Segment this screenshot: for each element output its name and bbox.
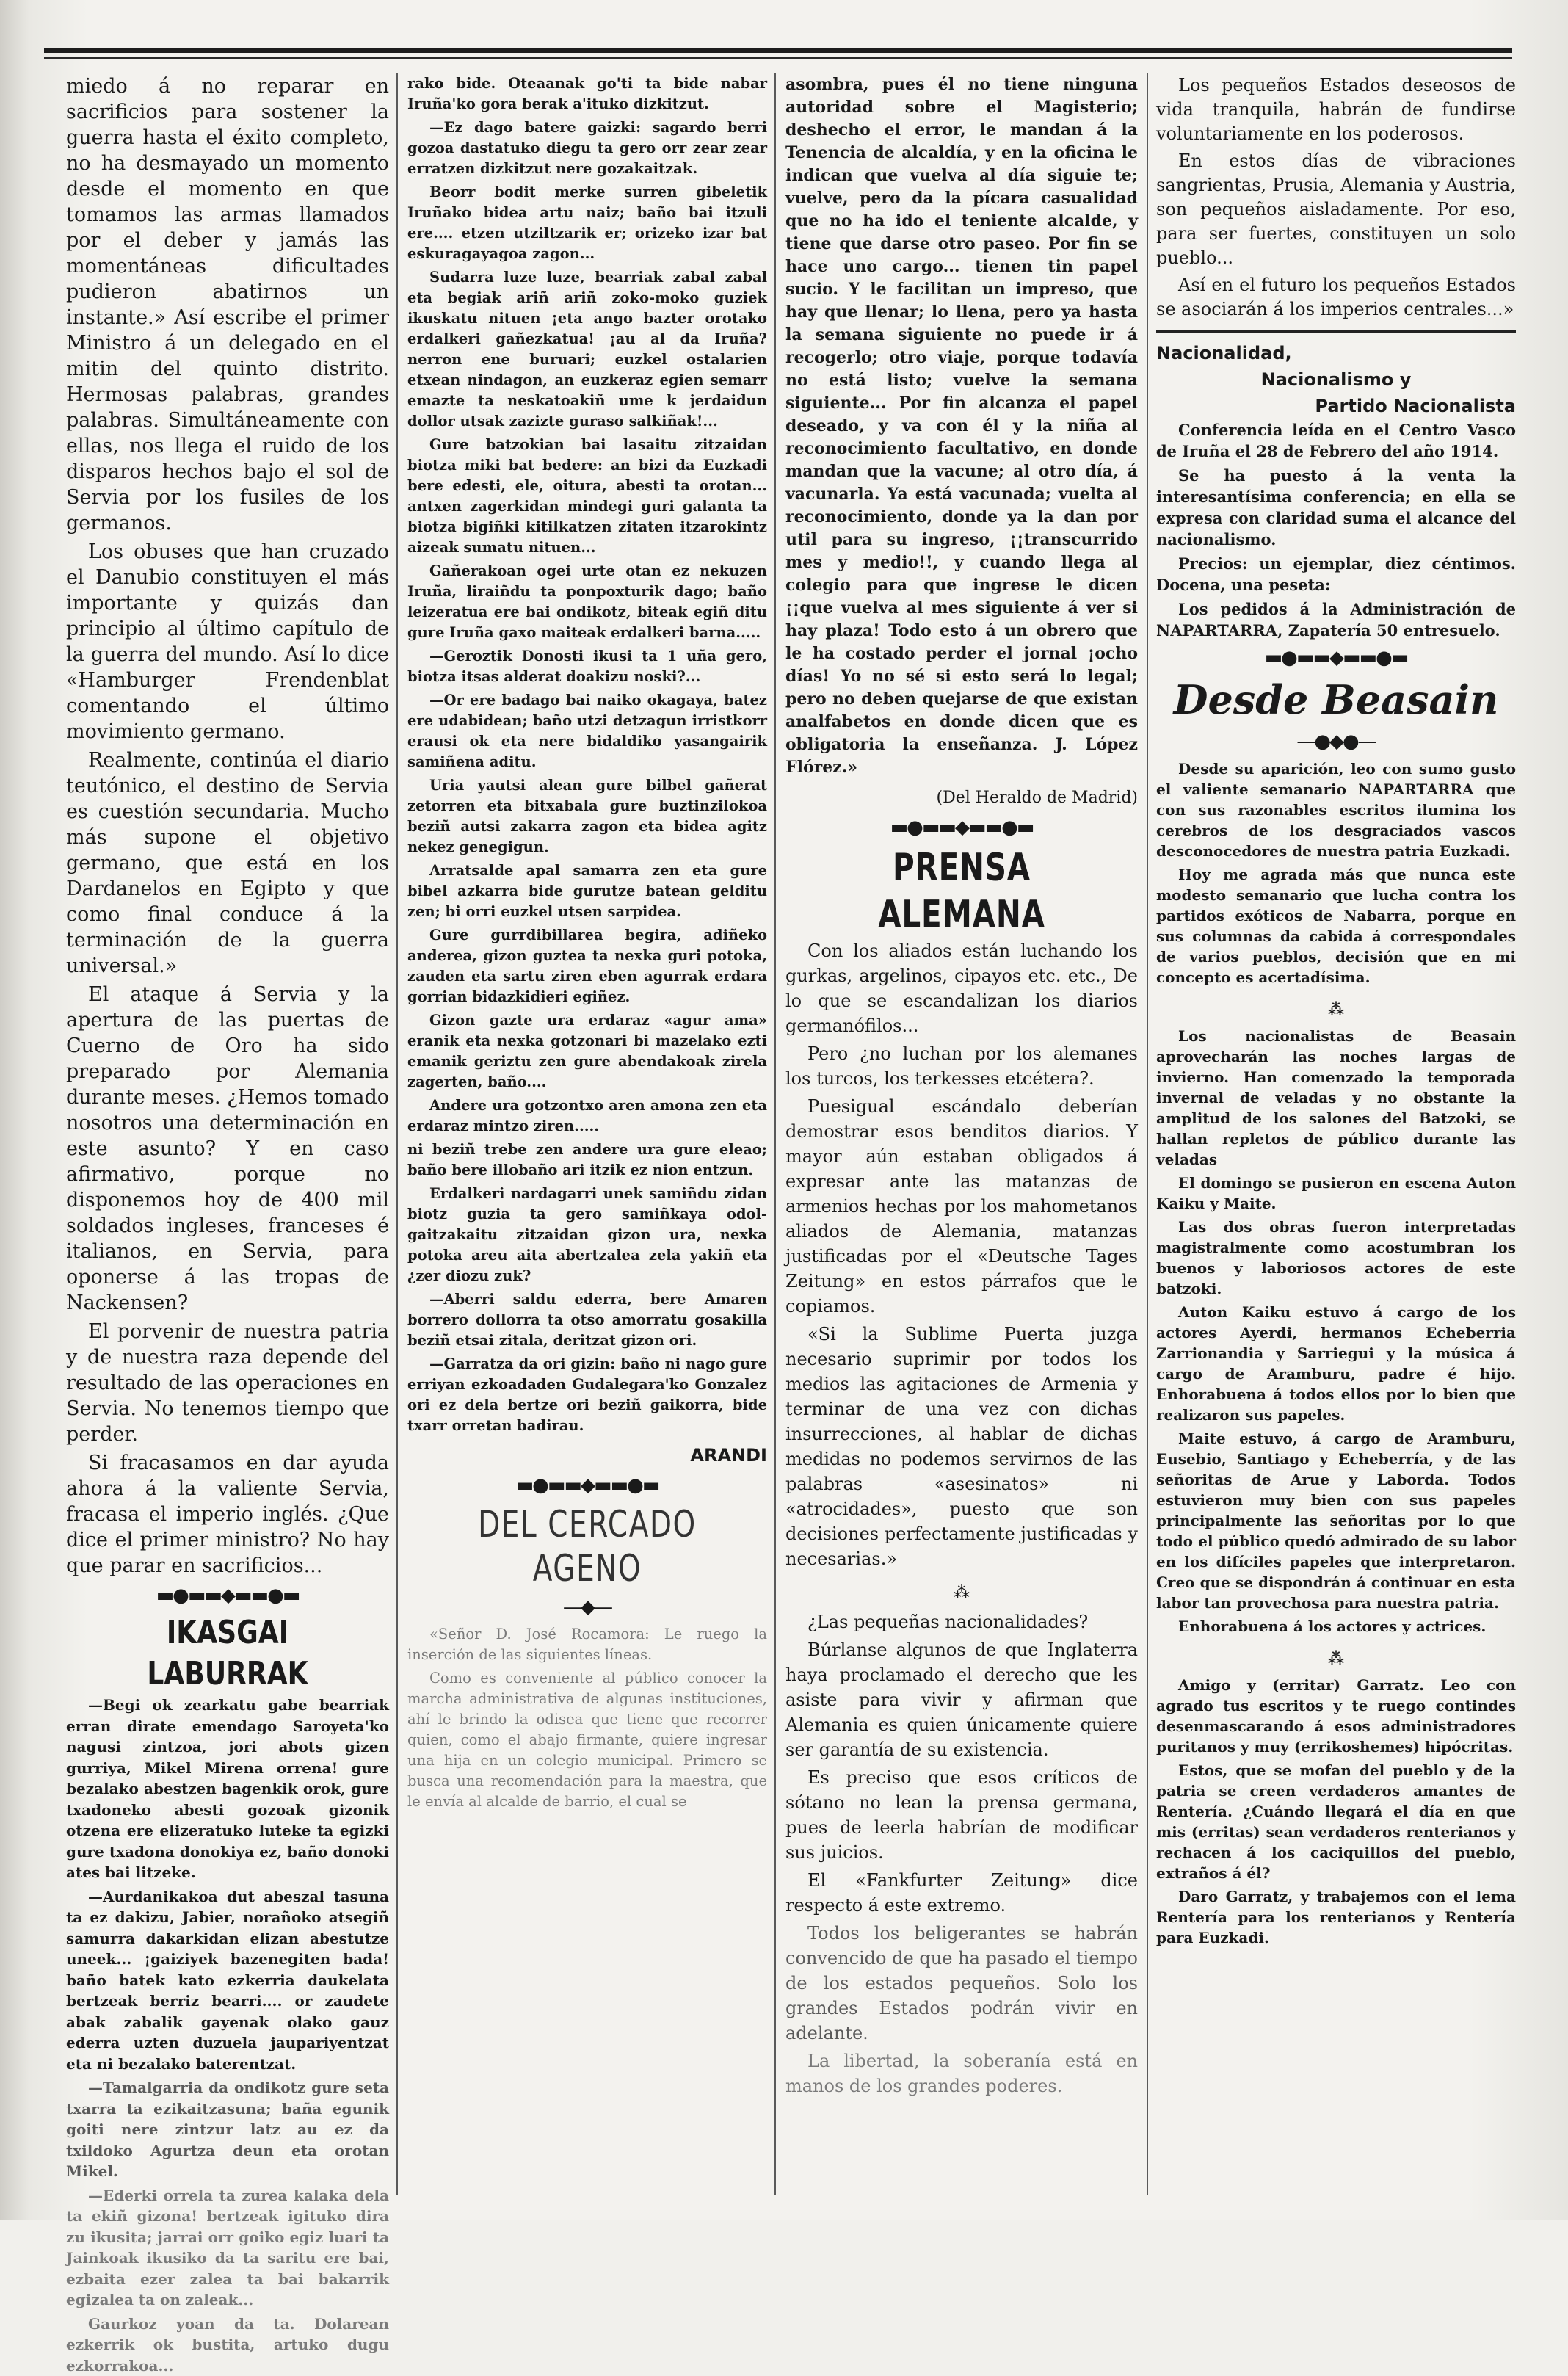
paragraph: El porvenir de nuestra patria y de nuestra raza depende del resultado de las operaciones en Servia. No tenemos tiempo que perder. xyxy=(66,1319,389,1447)
ornament-divider: —●◆●— xyxy=(1156,731,1516,753)
paragraph: Realmente, continúa el diario teutónico, el destino de Servia es cuestión secundaria. Mucho más supone el objetivo germano, que está en los Dardanelos en Egipto y que como final conduce á la terminación de la guerra universal.» xyxy=(66,747,389,979)
paragraph: Desde su aparición, leo con sumo gusto el valiente semanario NAPARTARRA que con sus razonables escritos ilumina los cerebros de los desgraciados vascos desconocedores de nuestra patria Euzkadi. xyxy=(1156,758,1516,861)
paragraph: Es preciso que esos críticos de sótano no lean la prensa germana, pues de leerla habrían de modificar sus juicios. xyxy=(785,1765,1138,1865)
section-rule xyxy=(1156,330,1516,333)
paragraph: Búrlanse algunos de que Inglaterra haya proclamado el derecho que les asiste para vivir y afirman que Alemania es quien únicamente quiere ser garantía de su existencia. xyxy=(785,1637,1138,1762)
paragraph: Enhorabuena á los actores y actrices. xyxy=(1156,1616,1516,1637)
column-divider xyxy=(1147,73,1148,2195)
column-divider xyxy=(774,73,776,2195)
asterism: ⁂ xyxy=(785,1584,1138,1602)
heading-del-cercado-ageno: DEL CERCADO AGENO xyxy=(447,1502,727,1590)
column-3 xyxy=(785,73,1138,2203)
paragraph: Los pedidos á la Administración de NAPARTARRA, Zapatería 50 entresuelo. xyxy=(1156,598,1516,641)
paragraph: El domingo se pusieron en escena Auton Kaiku y Maite. xyxy=(1156,1173,1516,1214)
paragraph: rako bide. Oteaanak go'ti ta bide nabar Iruña'ko gora berak a'ituko dizkitzut. xyxy=(407,73,767,115)
paragraph: El ataque á Servia y la apertura de las puertas de Cuerno de Oro ha sido preparado por Alemania durante meses. ¿Hemos tomado nosotros una determinación en este asunto? Y en caso afirmativo, porque no disponemos hoy de 400 mil soldados ingleses, franceses é italianos, en Servia, para oponerse á las tropas de Nackensen? xyxy=(66,982,389,1316)
paragraph: Si fracasamos en dar ayuda ahora á la valiente Servia, fracasa el imperio inglés. ¿Que dice el primer ministro? No hay que parar en sacrificios... xyxy=(66,1450,389,1579)
paragraph: —Aberri saldu ederra, bere Amaren borrero dollorra ta otso amorratu gosakilla beziñ etsai zitala, deritzat gizon ori. xyxy=(407,1289,767,1351)
paragraph: Gañerakoan ogei urte otan ez nekuzen Iruña, liraiñdu ta ponpoxturik dago; baño leizeratua ere bai ondikotz, biteak egiñ ditu gure Iruña gaxo maiteak erdalkeri barna..... xyxy=(407,561,767,643)
paragraph: Hoy me agrada más que nunca este modesto semanario que lucha contra los partidos exóticos de Nabarra, porque en sus columnas da cabida á correspondales de varios pueblos, decisión que en mi concepto es acertadísima. xyxy=(1156,864,1516,988)
paragraph: —Tamalgarria da ondikotz gure seta txarra ta ezikaitzasuna; baña egunik goiti nere zintzur latz au ez da txildoko Agurtza deun eta orotan Mikel. xyxy=(66,2077,389,2182)
ornament-divider: —◆— xyxy=(407,1596,767,1618)
paragraph: Todos los beligerantes se habrán convencido de que ha pasado el tiempo de los estados pequeños. Solo los grandes Estados podrán vivir en adelante. xyxy=(785,1921,1138,2046)
heading-partido-nacionalista: Partido Nacionalista xyxy=(1156,393,1516,419)
ornament-divider: ▬●▬▬◆▬▬●▬ xyxy=(66,1584,389,1607)
paragraph: Se ha puesto á la venta la interesantísima conferencia; en ella se expresa con claridad suma el alcance del nacionalismo. xyxy=(1156,465,1516,550)
paragraph: Con los aliados están luchando los gurkas, argelinos, cipayos etc. etc., De lo que se escandalizan los diarios germanófilos... xyxy=(785,938,1138,1038)
ornament-divider: ▬●▬▬◆▬▬●▬ xyxy=(785,816,1138,839)
paragraph: Los obuses que han cruzado el Danubio constituyen el más importante y quizás dan principio al último capítulo de la guerra del mundo. Así lo dice «Hamburger Frendenblat comentando el último movimiento germano. xyxy=(66,539,389,745)
column-divider xyxy=(396,73,398,2195)
column-2 xyxy=(407,73,767,2203)
column-4 xyxy=(1156,73,1516,2203)
paragraph: Beorr bodit merke surren gibeletik Iruñako bidea artu naiz; baño bai itzuli ere.... etzen utziltzarik er; orizeko izar bat eskuragayagoa zagon... xyxy=(407,182,767,264)
top-rule-thin xyxy=(44,57,1512,59)
heading-prensa-alemana: PRENSA ALEMANA xyxy=(824,844,1099,938)
paragraph: Las dos obras fueron interpretadas magistralmente como acostumbran los buenos y laboriosos actores de este batzoki. xyxy=(1156,1217,1516,1299)
paragraph: Gure gurrdibillarea begira, adiñeko anderea, gizon guztea ta nexka guri potoka, zauden eta sartu ziren eben agurrak erdara gorrian bidazkidieri egiñez. xyxy=(407,925,767,1007)
paragraph: Arratsalde apal samarra zen eta gure bibel azkarra bide gurutze batean gelditu zen; bi orri euzkel utsen sarpidea. xyxy=(407,861,767,922)
asterism: ⁂ xyxy=(1156,1650,1516,1667)
paragraph: Estos, que se mofan del pueblo y de la patria se creen verdaderos amantes de Rentería. ¿Cuándo llegará el día en que mis (erritas) sean verdaderos renterianos y rechacen á los caciquillos del pueblo, extraños á él? xyxy=(1156,1760,1516,1883)
paragraph: —Ederki orrela ta zurea kalaka dela ta ekiñ gizona! bertzeak igituko dira zu ikusita; jarrai orr goiko egiz luari ta Jainkoak ikusiko da ta saritu ere bai, ezbaita ezer zalea ta bai bakarrik egizalea ta on zaleak... xyxy=(66,2185,389,2311)
heading-ikasgai-laburrak: IKASGAI LABURRAK xyxy=(95,1612,360,1695)
column-1 xyxy=(66,73,389,2203)
paragraph: asombra, pues él no tiene ninguna autoridad sobre el Magisterio; deshecho el error, le mandan á la Tenencia de alcaldía, y en la oficina le indican que vuelva al día siguie te; vuelve, pero da la pícara casualidad que no ha ido el teniente alcalde, y tiene que darse otro paseo. Por fin se hace uno cargo... tienen tin papel sucio. Y le facilitan un impreso, que hay que llenar; lo llena, pero ya hasta la semana siguiente no puede ir á recogerlo; otro viaje, porque todavía no está listo; vuelve la semana siguiente... Por fin alcanza el papel deseado, y va con él y la niña al reconocimiento facultativo, en donde mandan que la vacune; al otro día, á vacunarla. Ya está vacunada; vuelta al reconocimiento, donde ya la dan por util para su ingreso, ¡¡transcurrido mes y medio!!, y cuando llega al colegio para que ingrese le dicen ¡¡que vuelva al mes siguiente á ver si hay plaza! Todo esto á un obrero que le ha costado perder el jornal ¡ocho días! Yo no sé si esto será lo legal; pero no deben quejarse de que existan analfabetos en donde dicen que es obligatoria la enseñanza. J. López Flórez.» xyxy=(785,73,1138,779)
paragraph: Uria yautsi alean gure bilbel gañerat zetorren eta bitxabala gure buztinzilokoa beziñ autsi zakarra zagon eta bidea agitz nekez genegigun. xyxy=(407,775,767,858)
paragraph: ni beziñ trebe zen andere ura gure eleao; baño bere illobaño ari itzik ez nion entzun. xyxy=(407,1140,767,1181)
paragraph: Daro Garratz, y trabajemos con el lema Rentería para los renterianos y Rentería para Euzkadi. xyxy=(1156,1886,1516,1948)
paragraph: Pero ¿no luchan por los alemanes los turcos, los terkesses etcétera?. xyxy=(785,1041,1138,1091)
paragraph: —Garratza da ori gizin: baño ni nago gure erriyan ezkoadaden Gudalegara'ko Gonzalez ori ez dela bertze ori beziñ gaikorra, bide txarr orretan badirau. xyxy=(407,1354,767,1436)
paragraph: —Begi ok zearkatu gabe bearriak erran dirate emendago Saroyeta'ko nagusi zintzoa, jori abots gizen gurriya, Mikel Mirena orrena! gure bezalako abestzen bagenkik orok, gure txadoneko abesti gozoak gizonik otzena ere elizeratuko luteke ta egizki gure txadona donokiya ez, baño donoki ates bai litzeke. xyxy=(66,1695,389,1883)
paragraph: —Or ere badago bai naiko okagaya, batez ere udabidean; baño utzi detzagun irristkorr erausi ok eta nere bidaldiko yasangairik samiñena aditu. xyxy=(407,690,767,772)
paragraph: Puesigual escándalo deberían demostrar esos benditos diarios. Y mayor aún estaban obligados á expresar ante las matanzas de armenios hechas por los mahometanos aliados de Alemania, matanzas justificadas por el «Deutsche Tages Zeitung» en estos párrafos que le copiamos. xyxy=(785,1094,1138,1319)
paragraph: «Señor D. José Rocamora: Le ruego la inserción de las siguientes líneas. xyxy=(407,1624,767,1665)
paragraph: Conferencia leída en el Centro Vasco de Iruña el 28 de Febrero del año 1914. xyxy=(1156,419,1516,462)
paragraph: En estos días de vibraciones sangrientas, Prusia, Alemania y Austria, son pequeños aisladamente. Por eso, para ser fuertes, constituyen un solo pueblo... xyxy=(1156,149,1516,270)
paragraph: —Geroztik Donosti ikusi ta 1 uña gero, biotza itsas alderat doakizu noski?... xyxy=(407,646,767,687)
paragraph: Amigo y (erritar) Garratz. Leo con agrado tus escritos y te ruego contindes desenmascarando á esos administradores puritanos y muy (errikoshemes) hipócritas. xyxy=(1156,1675,1516,1757)
paragraph: El «Fankfurter Zeitung» dice respecto á este extremo. xyxy=(785,1868,1138,1918)
signature-arandi: ARANDI xyxy=(407,1445,767,1466)
paragraph: ¿Las pequeñas nacionalidades? xyxy=(785,1609,1138,1634)
heading-desde-beasain: Desde Beasain xyxy=(1156,675,1516,725)
paragraph: miedo á no reparar en sacrificios para sostener la guerra hasta el éxito completo, no ha desmayado un momento desde el momento en que tomamos las armas llamados por el deber y jamás las momentáneas dificultades pudieron abatirnos un instante.» Así escribe el primer Ministro á un delegado en el mitin del quinto distrito. Hermosas palabras, grandes palabras. Simultáneamente con ellas, nos llega el ruido de los disparos hechos bajo el sol de Servia por los fusiles de los germanos. xyxy=(66,73,389,536)
paragraph: Los pequeños Estados deseosos de vida tranquila, habrán de fundirse voluntariamente en los poderosos. xyxy=(1156,73,1516,146)
ornament-divider: ▬●▬▬◆▬▬●▬ xyxy=(1156,647,1516,669)
paragraph: Andere ura gotzontxo aren amona zen eta erdaraz mintzo ziren..... xyxy=(407,1095,767,1137)
paragraph: Sudarra luze luze, bearriak zabal zabal eta begiak ariñ ariñ zoko-moko guziek ikuskatu nituen ¡eta ango bazter orotako erdalkeri gañezkatua! ¡au al da Iruña? nerron ene buruari; euzkel ostalarien etxean nindagon, an euzkeraz egien semarr emazte ta neskatoakiñ ume k jerdaidun dollor utsak zazizte guraso salkiñak!... xyxy=(407,267,767,432)
paragraph: Como es conveniente al público conocer la marcha administrativa de algunas instituciones, ahí le brindo la odisea que tiene que recorrer quien, como el abajo firmante, quiere ingresar una hija en un colegio municipal. Primero se busca una recomendación para la maestra, que le envía al alcalde de barrio, el cual se xyxy=(407,1668,767,1812)
top-rule xyxy=(44,48,1512,53)
paragraph: Gure batzokian bai lasaitu zitzaidan biotza miki bat bedere: an bizi da Euzkadi bere edesti, ele, oitura, abesti ta orotan... antxen zagerkidan mindegi guri galanta ta biotza bigiñki kitilkatzen zitaten itzarokintz aizeak sumatu nituen... xyxy=(407,435,767,558)
paragraph: «Si la Sublime Puerta juzga necesario suprimir por todos los medios las agitaciones de Armenia y terminar de una vez con dichas insurrecciones, al hablar de dichas medidas no podemos servirnos de las palabras «asesinatos» ni «atrocidades», puesto que son decisiones perfectamente justificadas y necesarias.» xyxy=(785,1322,1138,1571)
paragraph: Erdalkeri nardagarri unek samiñdu zidan biotz guzia ta gero samiñkaya odol-gaitzakaitu zitzaidan gizon ura, nexka potoka areu aita abertzalea zela yakiñ eta ¿zer diozu zuk? xyxy=(407,1184,767,1286)
heading-nacionalismo: Nacionalismo y xyxy=(1156,366,1516,393)
paragraph: Auton Kaiku estuvo á cargo de los actores Ayerdi, hermanos Echeberria Zarrionandia y Sarriegui y la música á cargo de Aramburu, padre é hijo. Enhorabuena á todos ellos por lo bien que realizaron sus papeles. xyxy=(1156,1302,1516,1425)
paragraph: —Ez dago batere gaizki: sagardo berri gozoa dastatuko diegu ta gero orr zear zear erratzen dizkitzut nere gozakaitzak. xyxy=(407,117,767,179)
paragraph: Gaurkoz yoan da ta. Dolarean ezkerrik ok bustita, artuko dugu ezkorrakoa... xyxy=(66,2314,389,2376)
paragraph: Los nacionalistas de Beasain aprovecharán las noches largas de invierno. Han comenzado la temporada invernal de veladas y no obstante la amplitud de los salones del Batzoki, se hallan repletos de público durante las veladas xyxy=(1156,1026,1516,1170)
paragraph: Precios: un ejemplar, diez céntimos. Docena, una peseta: xyxy=(1156,553,1516,595)
paragraph: Maite estuvo, á cargo de Aramburu, Eusebio, Santiago y Echeberría, y de las señoritas de Arue y Laborda. Todos estuvieron muy bien con sus papeles principalmente las señoritas por lo que todo el público quedó admirado de su labor en los difíciles papeles que interpretaron. Creo que se dispondrán á continuar en esta labor tan provechosa para nuestra patria. xyxy=(1156,1428,1516,1613)
paragraph: Así en el futuro los pequeños Estados se asociarán á los imperios centrales...» xyxy=(1156,273,1516,322)
paragraph: La libertad, la soberanía está en manos de los grandes poderes. xyxy=(785,2049,1138,2098)
paragraph: —Aurdanikakoa dut abeszal tasuna ta ez dakizu, Jabier, norañoko atsegiñ samurra dakarkidan elizan abestutze uneek... ¡gaiziyek bazenegiten bada! baño batek kato ezkerria daukelata bertzeak berriz bearri.... or zaudete abak zabalik gayenak olako gauz ederra uzten duzuela jaupariyentzat eta ni bezalako baterentzat. xyxy=(66,1886,389,2075)
ornament-divider: ▬●▬▬◆▬▬●▬ xyxy=(407,1474,767,1496)
paragraph: Gizon gazte ura erdaraz «agur ama» eranik eta nexka gotzonari bi mazelako ezti emanik geriztu zen gure abendakoak zirela zagerten, baño.... xyxy=(407,1010,767,1093)
source-credit: (Del Heraldo de Madrid) xyxy=(785,786,1138,809)
asterism: ⁂ xyxy=(1156,1001,1516,1018)
heading-nacionalidad: Nacionalidad, xyxy=(1156,340,1516,366)
